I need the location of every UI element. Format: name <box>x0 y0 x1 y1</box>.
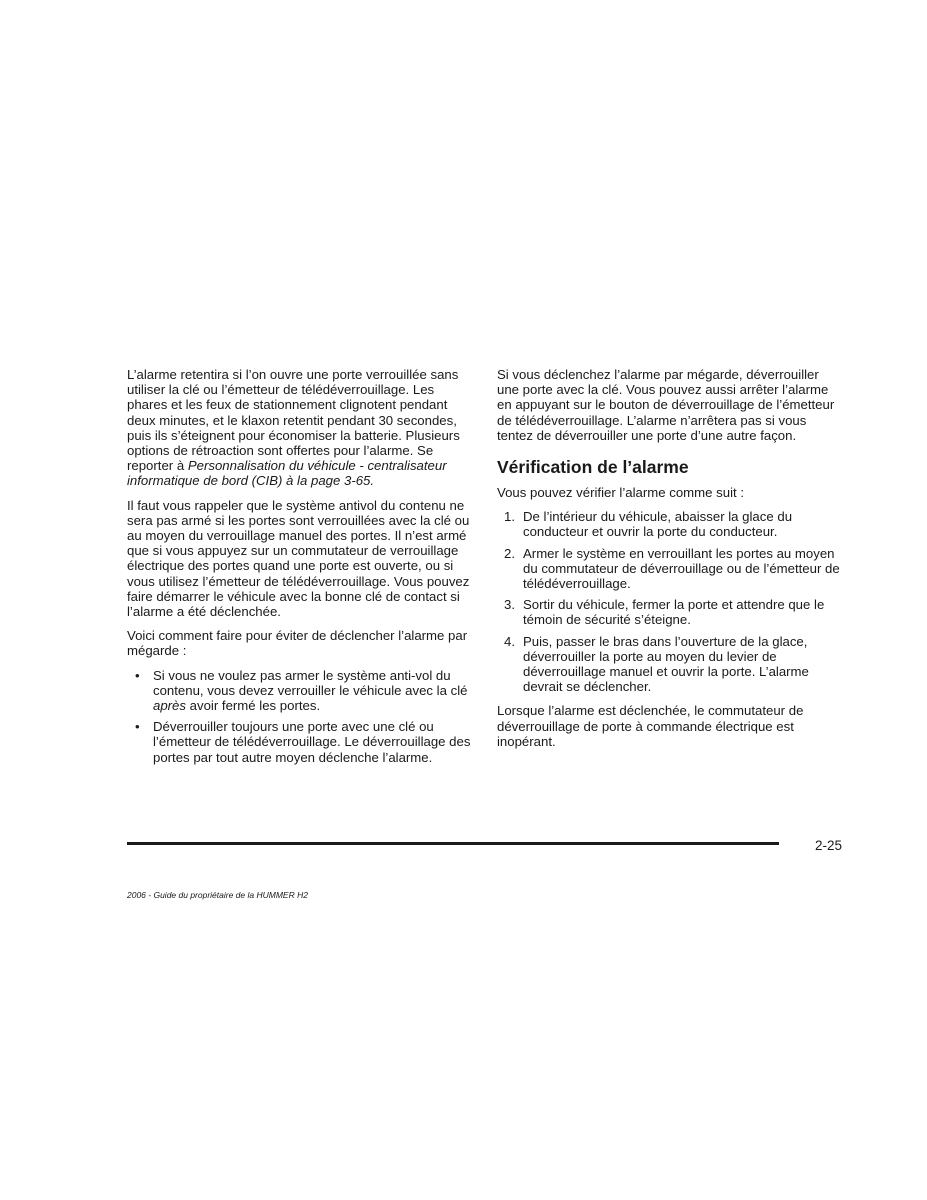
paragraph-check-intro: Vous pouvez vérifier l’alarme comme suit : <box>497 485 744 501</box>
bullet-list <box>127 668 472 765</box>
list-item: 4. Puis, passer le bras dans l’ouverture de la glace, déverrouiller la porte au moyen du levier de déverrouillage manuel et ouvrir la porte. L’alarme devrait se déclencher. <box>504 633 809 695</box>
page-number: 2-25 <box>815 838 843 853</box>
paragraph-accidental: Si vous déclenchez l’alarme par mégarde, déverrouiller une porte avec la clé. Vous pouvez aussi arrêter l’alarme en appuyant sur le bouton de déverrouillage de l’émetteur de télédéverrouillage. L’alarme n’arrêtera pas si vous tentez de déverrouiller une porte d’une autre façon. <box>497 367 835 443</box>
list-item: 2. Armer le système en verrouillant les portes au moyen du commutateur de déverrouillage ou de l’émetteur de télédéverrouillage. <box>504 545 840 592</box>
paragraph-inoperative: Lorsque l’alarme est déclenchée, le commutateur de déverrouillage de porte à commande électrique est inopérant. <box>497 703 804 749</box>
bullet-marker: • <box>135 719 140 735</box>
numbered-list <box>497 509 842 694</box>
list-item: 3. Sortir du véhicule, fermer la porte et attendre que le témoin de sécurité s’éteigne. <box>504 597 825 628</box>
left-column <box>127 367 472 774</box>
paragraph-alarm-sounds: L’alarme retentira si l’on ouvre une porte verrouillée sans utiliser la clé ou l’émetteur de télédéverrouillage. Les phares et les feux de stationnement clignotent pendant deux minutes, et le klaxon retentit pendant 30 secondes, puis ils s’éteignent pour économiser la batterie. Plusieurs options de rétroaction sont offertes pour l’alarme. Se reporter à Personnalisation du véhicule - centralisateur informatique de bord (CIB) à la page 3-65. <box>127 367 460 489</box>
section-heading: Vérification de l’alarme <box>497 457 689 478</box>
list-item: • Déverrouiller toujours une porte avec une clé ou l’émetteur de télédéverrouillage. Le déverrouillage des portes par tout autre moyen déclenche l’alarme. <box>135 719 471 765</box>
list-item: • Si vous ne voulez pas armer le système anti-vol du contenu, vous devez verrouiller le véhicule avec la clé après avoir fermé les portes. <box>135 667 468 714</box>
paragraph-reminder: Il faut vous rappeler que le système antivol du contenu ne sera pas armé si les portes sont verrouillées avec la clé ou au moyen du verrouillage manuel des portes. Il n’est armé que si vous appuyez sur un commutateur de verrouillage électrique des portes quand une porte est ouverte, ou si vous utilisez l’émetteur de télédéverrouillage. Vous pouvez faire démarrer le véhicule avec la bonne clé de contact si l’alarme a été déclenchée. <box>127 497 470 620</box>
cross-reference: Personnalisation du véhicule - centralisateur informatique de bord (CIB) à la page 3-65 <box>127 458 447 489</box>
right-column <box>497 367 842 758</box>
footer-text: 2006 - Guide du propriétaire de la HUMMER H2 <box>127 890 308 900</box>
footer-rule <box>127 842 779 845</box>
list-item: 1. De l’intérieur du véhicule, abaisser la glace du conducteur et ouvrir la porte du conducteur. <box>504 509 793 540</box>
bullet-marker: • <box>135 667 140 683</box>
paragraph-avoid-intro: Voici comment faire pour éviter de déclencher l’alarme par mégarde : <box>127 628 468 659</box>
